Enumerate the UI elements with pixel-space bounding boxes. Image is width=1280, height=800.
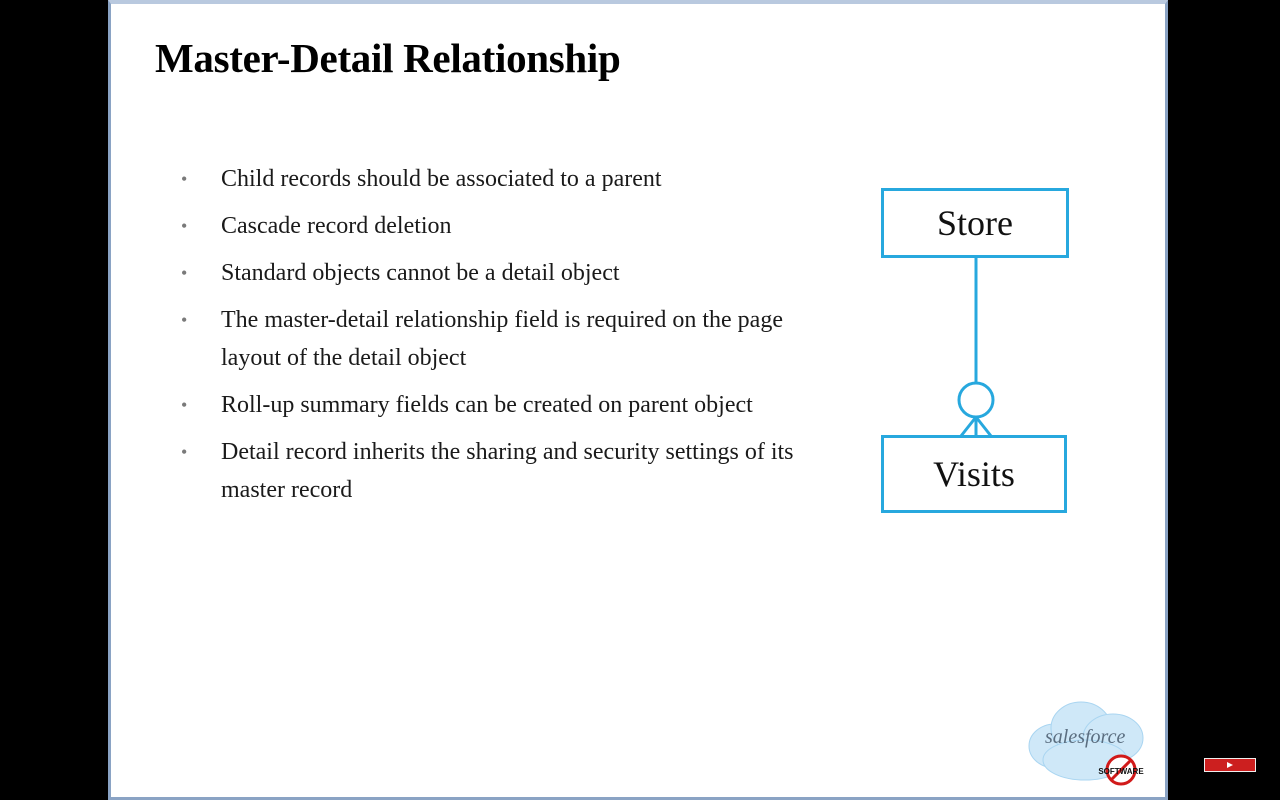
bullet-icon: • (181, 442, 188, 462)
bullet-item (177, 386, 817, 424)
optional-circle-icon (959, 383, 993, 417)
crows-foot-left (961, 417, 976, 436)
bullet-text: Detail record inherits the sharing and security settings of its master record (221, 439, 794, 503)
master-entity-label: Store (937, 203, 1013, 243)
detail-entity-label: Visits (933, 454, 1015, 494)
crows-foot-right (976, 417, 991, 436)
bullet-icon: • (181, 169, 188, 189)
bullet-icon: • (181, 310, 188, 330)
detail-entity-box (881, 435, 1067, 513)
bullet-item (177, 254, 817, 292)
bullet-text: Child records should be associated to a parent (221, 166, 662, 192)
salesforce-logo (1025, 698, 1147, 793)
bullet-icon: • (181, 263, 188, 283)
slide-title: Master-Detail Relationship (155, 35, 621, 81)
bullet-icon: • (181, 216, 188, 236)
bullet-icon: • (181, 395, 188, 415)
bullet-text: Standard objects cannot be a detail object (221, 260, 620, 286)
play-icon (1225, 761, 1235, 769)
bullet-text: The master-detail relationship field is required on the page layout of the detail object (221, 307, 783, 371)
bullet-list (177, 160, 817, 518)
bullet-text: Cascade record deletion (221, 213, 452, 239)
salesforce-brand-text: salesforce (1045, 726, 1126, 748)
bullet-item (177, 301, 817, 377)
presentation-slide (108, 0, 1168, 800)
bullet-item (177, 207, 817, 245)
bullet-item (177, 160, 817, 198)
bullet-text: Roll-up summary fields can be created on parent object (221, 392, 753, 418)
bullet-item (177, 433, 817, 509)
svg-text:SOFTWARE: SOFTWARE (1098, 767, 1144, 776)
video-badge-icon[interactable] (1204, 758, 1256, 772)
